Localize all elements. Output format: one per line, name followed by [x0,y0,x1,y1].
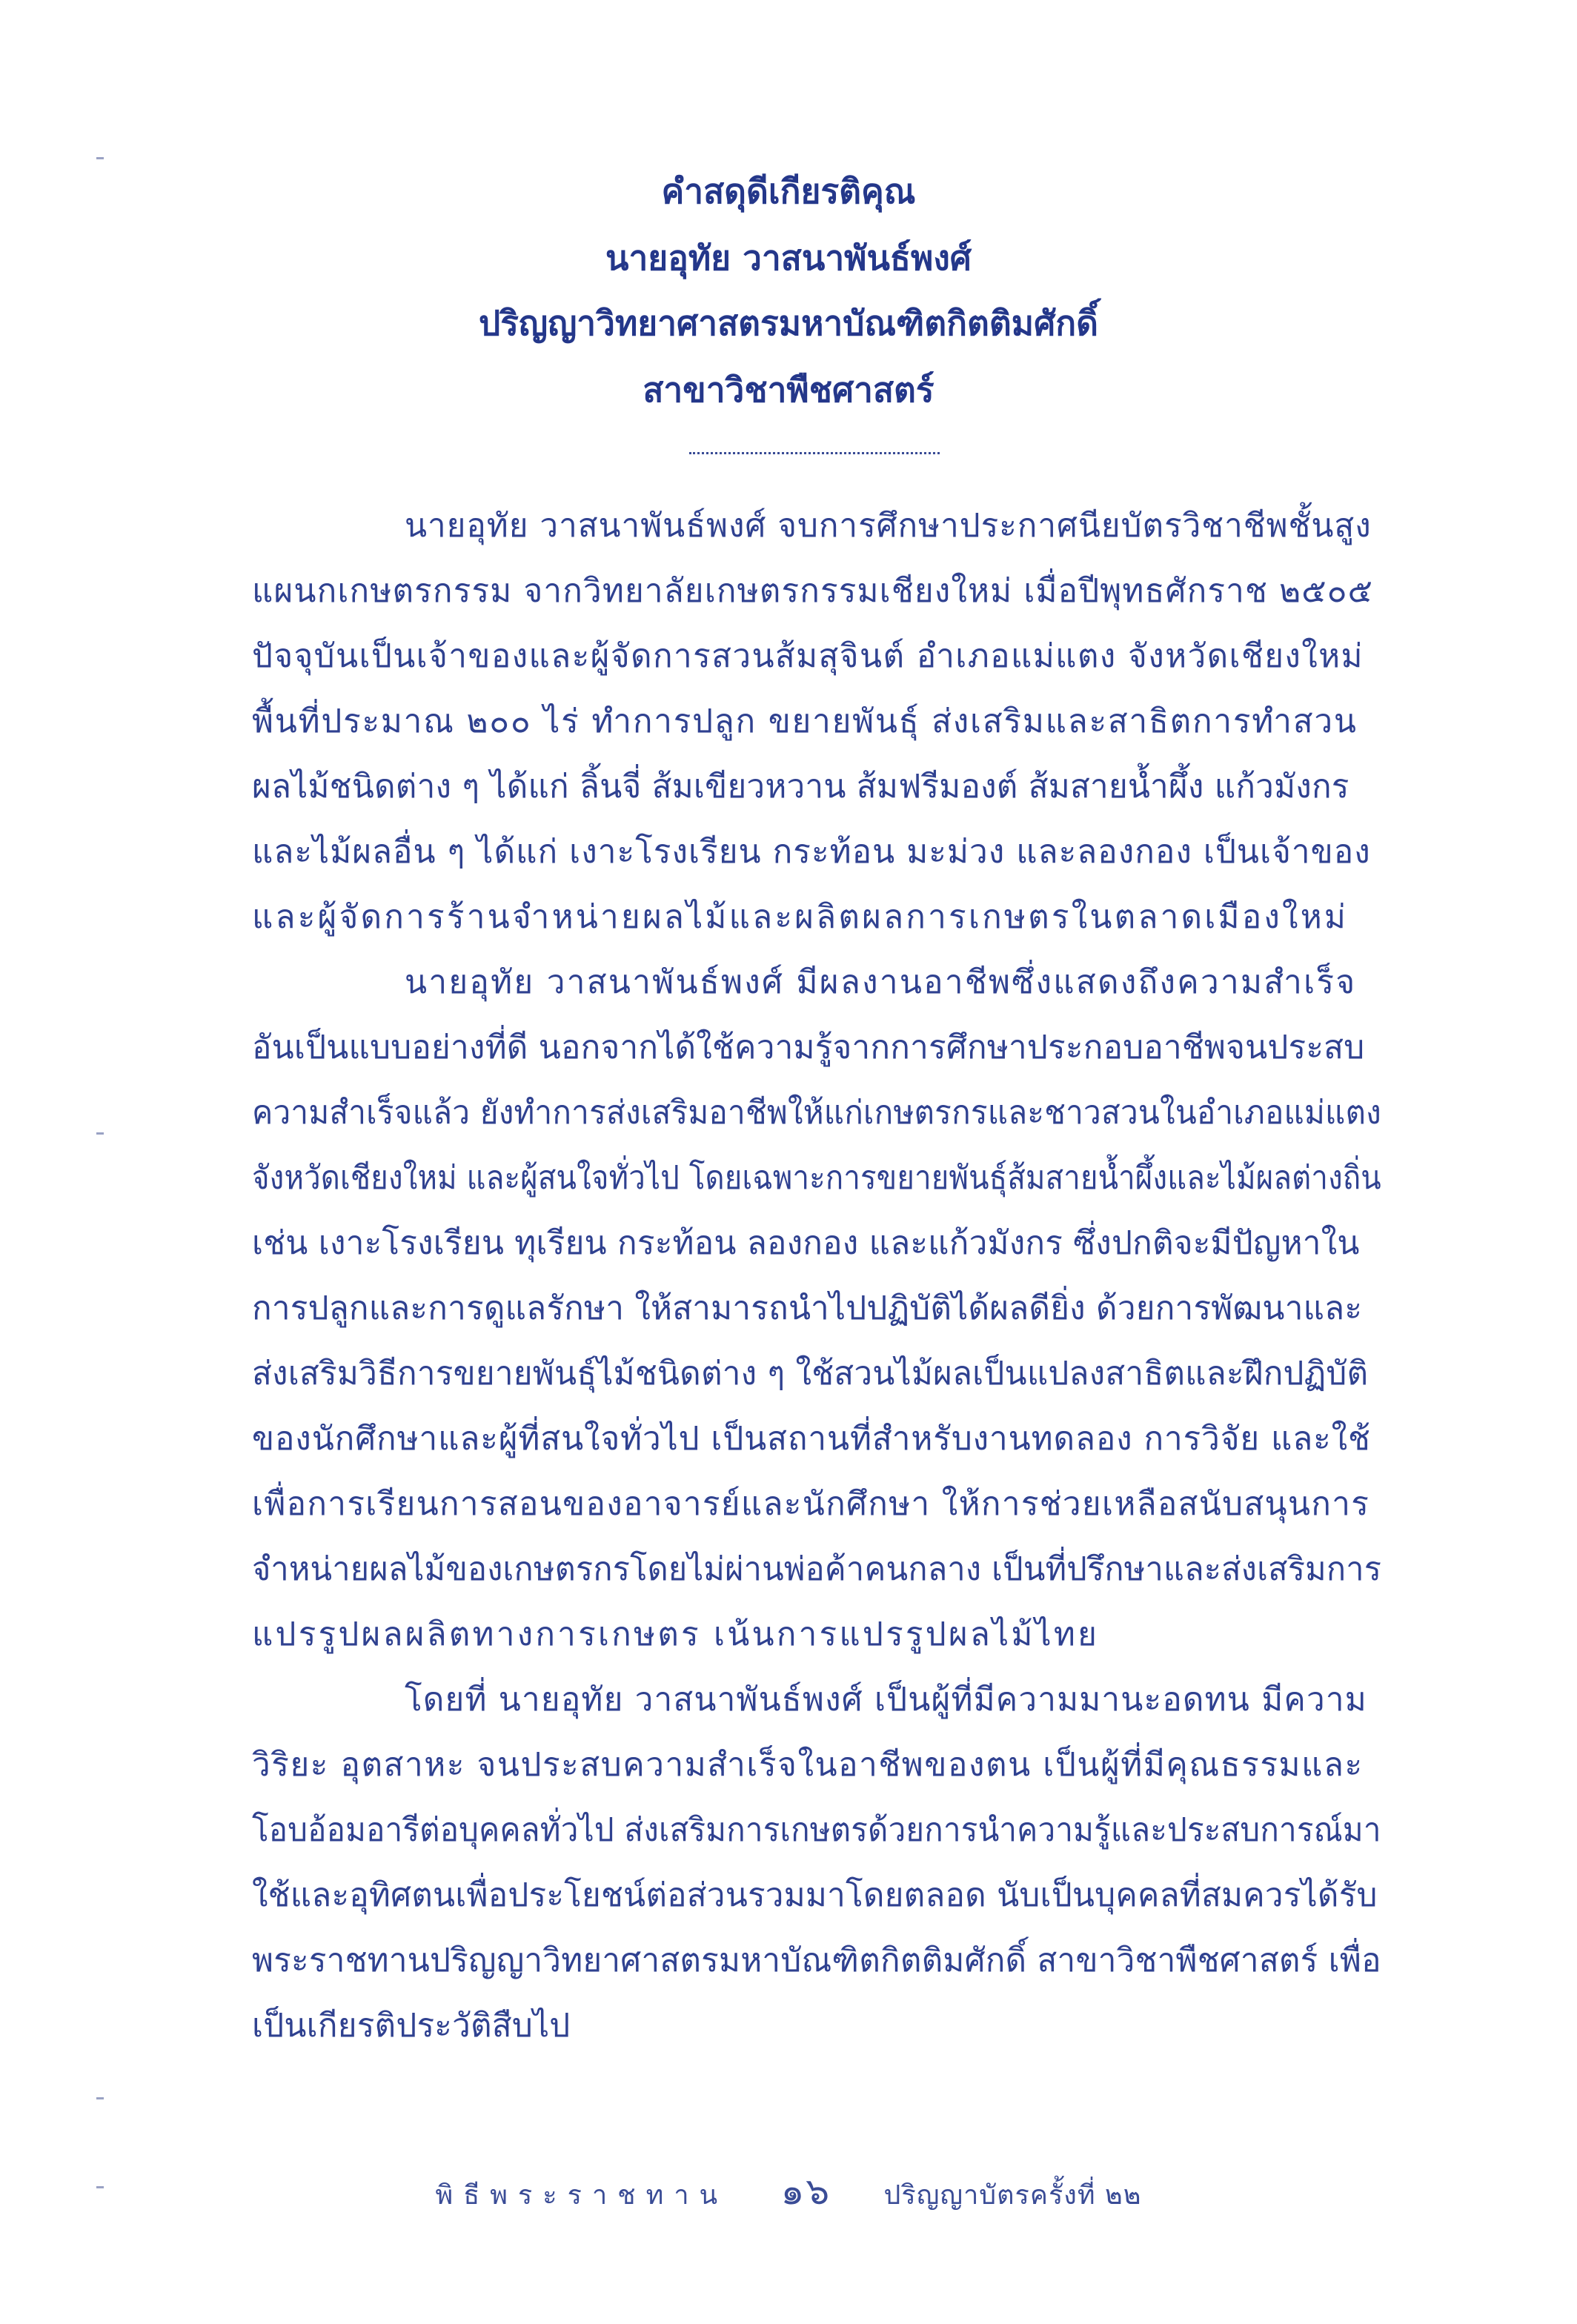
body-line: เช่น เงาะโรงเรียน ทุเรียน กระท้อน ลองกอง และแก้วมังกร ซึ่งปกติจะมีปัญหาใน [252,1224,1360,1262]
body-line: วิริยะ อุตสาหะ จนประสบความสำเร็จในอาชีพของตน เป็นผู้ที่มีคุณธรรมและ [252,1746,1364,1784]
margin-tick [96,157,104,159]
honoree-name: นายอุทัย วาสนาพันธ์พงศ์ [605,238,972,278]
page-number: ๑๖ [780,2170,831,2213]
body-line: ความสำเร็จแล้ว ยังทำการส่งเสริมอาชีพให้แก่เกษตรกรและชาวสวนในอำเภอแม่แตง [252,1094,1381,1132]
body-line: ส่งเสริมวิธีการขยายพันธุ์ไม้ชนิดต่าง ๆ ใช้สวนไม้ผลเป็นแปลงสาธิตและฝึกปฏิบัติ [252,1355,1369,1392]
body-line: ใช้และอุทิศตนเพื่อประโยชน์ต่อส่วนรวมมาโดยตลอด นับเป็นบุคคลที่สมควรได้รับ [252,1876,1378,1914]
page-footer [0,2162,1577,2221]
body-line: ของนักศึกษาและผู้ที่สนใจทั่วไป เป็นสถานที่สำหรับงานทดลอง การวิจัย และใช้ [252,1420,1371,1458]
body-line: โดยที่ นายอุทัย วาสนาพันธ์พงศ์ เป็นผู้ที่มีความมานะอดทน มีความ [405,1681,1367,1719]
margin-tick [96,1132,104,1135]
degree-title: ปริญญาวิทยาศาสตรมหาบัณฑิตกิตติมศักดิ์ [479,303,1098,343]
body-line: และผู้จัดการร้านจำหน่ายผลไม้และผลิตผลการเกษตรในตลาดเมืองใหม่ [252,898,1349,936]
body-line: การปลูกและการดูแลรักษา ให้สามารถนำไปปฏิบัติได้ผลดียิ่ง ด้วยการพัฒนาและ [252,1289,1363,1327]
dotted-divider [689,452,940,454]
body-line: เพื่อการเรียนการสอนของอาจารย์และนักศึกษา ให้การช่วยเหลือสนับสนุนการ [252,1485,1370,1523]
body-line: อันเป็นแบบอย่างที่ดี นอกจากได้ใช้ความรู้จากการศึกษาประกอบอาชีพจนประสบ [252,1029,1365,1066]
body-line: ปัจจุบันเป็นเจ้าของและผู้จัดการสวนส้มสุจินต์ อำเภอแม่แตง จังหวัดเชียงใหม่ [252,637,1364,675]
body-line: ผลไม้ชนิดต่าง ๆ ได้แก่ ลิ้นจี่ ส้มเขียวหวาน ส้มฟรีมองต์ ส้มสายน้ำผึ้ง แก้วมังกร [252,768,1349,806]
field-of-study: สาขาวิชาพืชศาสตร์ [643,370,934,410]
body-line: แปรรูปผลผลิตทางการเกษตร เน้นการแปรรูปผลไม้ไทย [252,1616,1100,1653]
body-line: แผนกเกษตรกรรม จากวิทยาลัยเกษตรกรรมเชียงใหม่ เมื่อปีพุทธศักราช ๒๕๐๕ [252,572,1374,610]
margin-tick [96,2097,104,2099]
body-line: เป็นเกียรติประวัติสืบไป [252,2007,571,2045]
body-line: โอบอ้อมอารีต่อบุคคลทั่วไป ส่งเสริมการเกษตรด้วยการนำความรู้และประสบการณ์มา [252,1811,1381,1849]
body-line: พื้นที่ประมาณ ๒๐๐ ไร่ ทำการปลูก ขยายพันธุ์ ส่งเสริมและสาธิตการทำสวน [252,703,1358,740]
margin-tick [96,2186,104,2188]
document-title: คำสดุดีเกียรติคุณ [661,171,916,211]
body-line: นายอุทัย วาสนาพันธ์พงศ์ มีผลงานอาชีพซึ่งแสดงถึงความสำเร็จ [405,963,1357,1001]
body-line: จำหน่ายผลไม้ของเกษตรกรโดยไม่ผ่านพ่อค้าคนกลาง เป็นที่ปรึกษาและส่งเสริมการ [252,1550,1382,1588]
body-line: พระราชทานปริญญาวิทยาศาสตรมหาบัณฑิตกิตติมศักดิ์ สาขาวิชาพืชศาสตร์ เพื่อ [252,1942,1381,1979]
body-line: จังหวัดเชียงใหม่ และผู้สนใจทั่วไป โดยเฉพาะการขยายพันธุ์ส้มสายน้ำผึ้งและไม้ผลต่างถิ่น [252,1159,1381,1197]
footer-ceremony: พิธีพระราชทาน [435,2180,728,2211]
body-line: และไม้ผลอื่น ๆ ได้แก่ เงาะโรงเรียน กระท้อน มะม่วง และลองกอง เป็นเจ้าของ [252,833,1371,871]
body-line: นายอุทัย วาสนาพันธ์พงศ์ จบการศึกษาประกาศนียบัตรวิชาชีพชั้นสูง [405,507,1372,545]
footer-round: ปริญญาบัตรครั้งที่ ๒๒ [883,2180,1142,2211]
